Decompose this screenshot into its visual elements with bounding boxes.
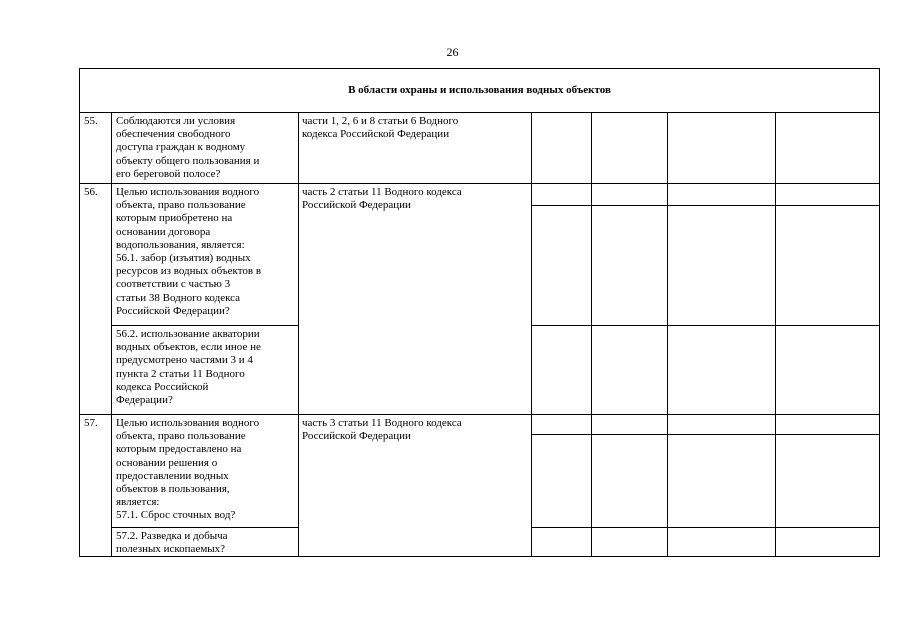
column-divider: [111, 112, 112, 557]
subrow-divider: [111, 527, 299, 528]
column-divider: [591, 112, 592, 557]
column-divider: [667, 112, 668, 557]
row-number: 56.: [84, 186, 98, 198]
table-border-left: [79, 68, 80, 557]
row-reference: части 1, 2, 6 и 8 статьи 6 Водного кодекса Российской Федерации: [302, 115, 459, 141]
row-reference: часть 2 статьи 11 Водного кодекса Российской Федерации: [302, 186, 462, 212]
subrow-divider: [111, 325, 299, 326]
subrow-divider: [531, 434, 880, 435]
column-divider: [775, 112, 776, 557]
row-question: Соблюдаются ли условия обеспечения свободного доступа граждан к водному объекту общего пользования и его береговой полосе?: [116, 115, 260, 180]
column-divider: [298, 112, 299, 557]
row-subquestion: 57.2. Разведка и добыча полезных ископаемых?: [116, 530, 228, 556]
row-question: Целью использования водного объекта, право пользование которым предоставлено на основании решения о предоставлении водных объектов в пользования, является: 57.1. Сброс сточных вод?: [116, 417, 260, 522]
heading-divider: [79, 112, 880, 113]
row-divider: [79, 414, 880, 415]
row-reference: часть 3 статьи 11 Водного кодекса Российской Федерации: [302, 417, 462, 443]
row-subquestion: 56.2. использование акватории водных объектов, если иное не предусмотрено частями 3 и 4 пункта 2 статьи 11 Водного кодекса Российской Федерации?: [116, 328, 261, 407]
row-number: 57.: [84, 417, 98, 429]
subrow-divider: [531, 205, 880, 206]
section-title: В области охраны и использования водных объектов: [348, 84, 611, 96]
table-border-right: [879, 68, 880, 557]
page-number: 26: [446, 45, 459, 59]
table-border-top: [79, 68, 880, 69]
row-divider: [79, 183, 880, 184]
subrow-divider: [531, 325, 880, 326]
row-number: 55.: [84, 115, 98, 127]
row-question: Целью использования водного объекта, право пользование которым приобретено на основании договора водопользования, является: 56.1. забор (изъятия) водных ресурсов из водных объектов в соответствии с частью 3 статьи 38 Водного кодекса Российской Федерации?: [116, 186, 262, 317]
subrow-divider: [531, 527, 880, 528]
inspection-table: [79, 68, 880, 557]
column-divider: [531, 112, 532, 557]
